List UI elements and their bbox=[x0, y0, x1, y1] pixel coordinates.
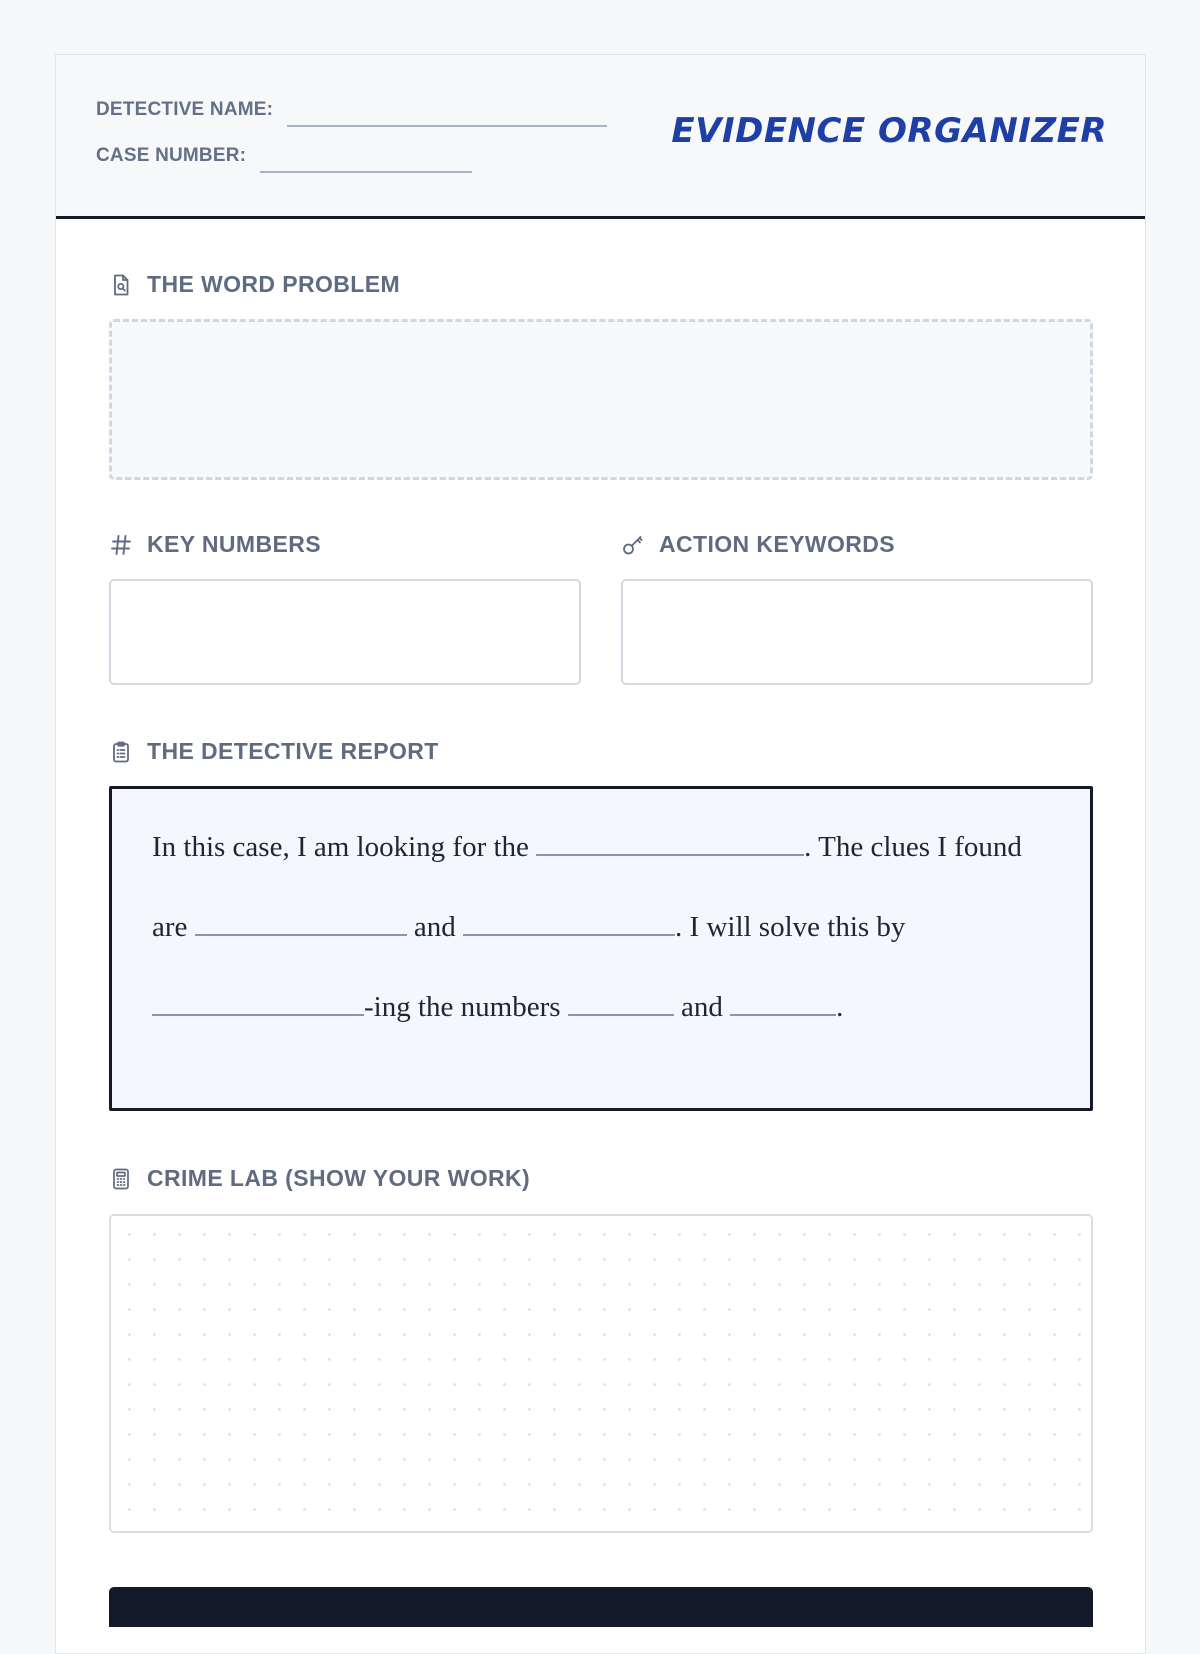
clipboard-icon bbox=[109, 740, 133, 764]
crime-lab-work-area[interactable] bbox=[109, 1214, 1093, 1533]
report-text: are bbox=[152, 911, 188, 943]
document-search-icon bbox=[109, 273, 133, 297]
clue-blank-2[interactable] bbox=[463, 934, 675, 936]
word-problem-box[interactable] bbox=[109, 319, 1093, 480]
number-blank-2[interactable] bbox=[730, 1014, 836, 1016]
crime-lab-title: CRIME LAB (SHOW YOUR WORK) bbox=[147, 1165, 531, 1191]
detective-report-heading bbox=[109, 738, 439, 765]
case-number-label: CASE NUMBER: bbox=[96, 145, 247, 166]
detective-name-field[interactable] bbox=[287, 125, 607, 127]
hash-icon bbox=[109, 533, 133, 557]
worksheet-header bbox=[56, 55, 1145, 219]
answer-blank[interactable] bbox=[536, 854, 804, 856]
number-blank-1[interactable] bbox=[568, 1014, 674, 1016]
calculator-icon bbox=[109, 1167, 133, 1191]
detective-name-label: DETECTIVE NAME: bbox=[96, 99, 274, 120]
action-keywords-title: ACTION KEYWORDS bbox=[659, 531, 895, 557]
page-title: EVIDENCE ORGANIZER bbox=[671, 111, 1107, 151]
word-problem-heading bbox=[109, 271, 400, 298]
worksheet bbox=[55, 54, 1146, 1654]
report-text: . bbox=[836, 991, 844, 1023]
action-keywords-heading bbox=[621, 531, 895, 558]
report-text: and bbox=[681, 991, 723, 1023]
clue-blank-1[interactable] bbox=[195, 934, 407, 936]
report-text: . I will solve this by bbox=[675, 911, 906, 943]
operation-blank[interactable] bbox=[152, 1014, 364, 1016]
key-icon bbox=[621, 533, 645, 557]
report-line-1 bbox=[152, 831, 1050, 911]
key-numbers-box[interactable] bbox=[109, 579, 581, 685]
crime-lab-heading bbox=[109, 1165, 530, 1192]
report-text: In this case, I am looking for the bbox=[152, 831, 529, 863]
report-text: -ing the numbers bbox=[364, 991, 561, 1023]
key-numbers-title: KEY NUMBERS bbox=[147, 531, 321, 557]
report-text: and bbox=[413, 911, 456, 943]
detective-report-box bbox=[109, 786, 1093, 1111]
word-problem-title: THE WORD PROBLEM bbox=[147, 271, 400, 297]
report-text: . The clues I found bbox=[804, 831, 1022, 863]
case-number-field[interactable] bbox=[260, 171, 472, 173]
key-numbers-heading bbox=[109, 531, 321, 558]
action-keywords-box[interactable] bbox=[621, 579, 1093, 685]
report-line-3 bbox=[152, 991, 1050, 1071]
detective-name-row bbox=[96, 99, 607, 121]
report-line-2 bbox=[152, 911, 1050, 991]
footer-bar bbox=[109, 1587, 1093, 1627]
detective-report-title: THE DETECTIVE REPORT bbox=[147, 738, 439, 764]
case-number-row bbox=[96, 145, 472, 167]
